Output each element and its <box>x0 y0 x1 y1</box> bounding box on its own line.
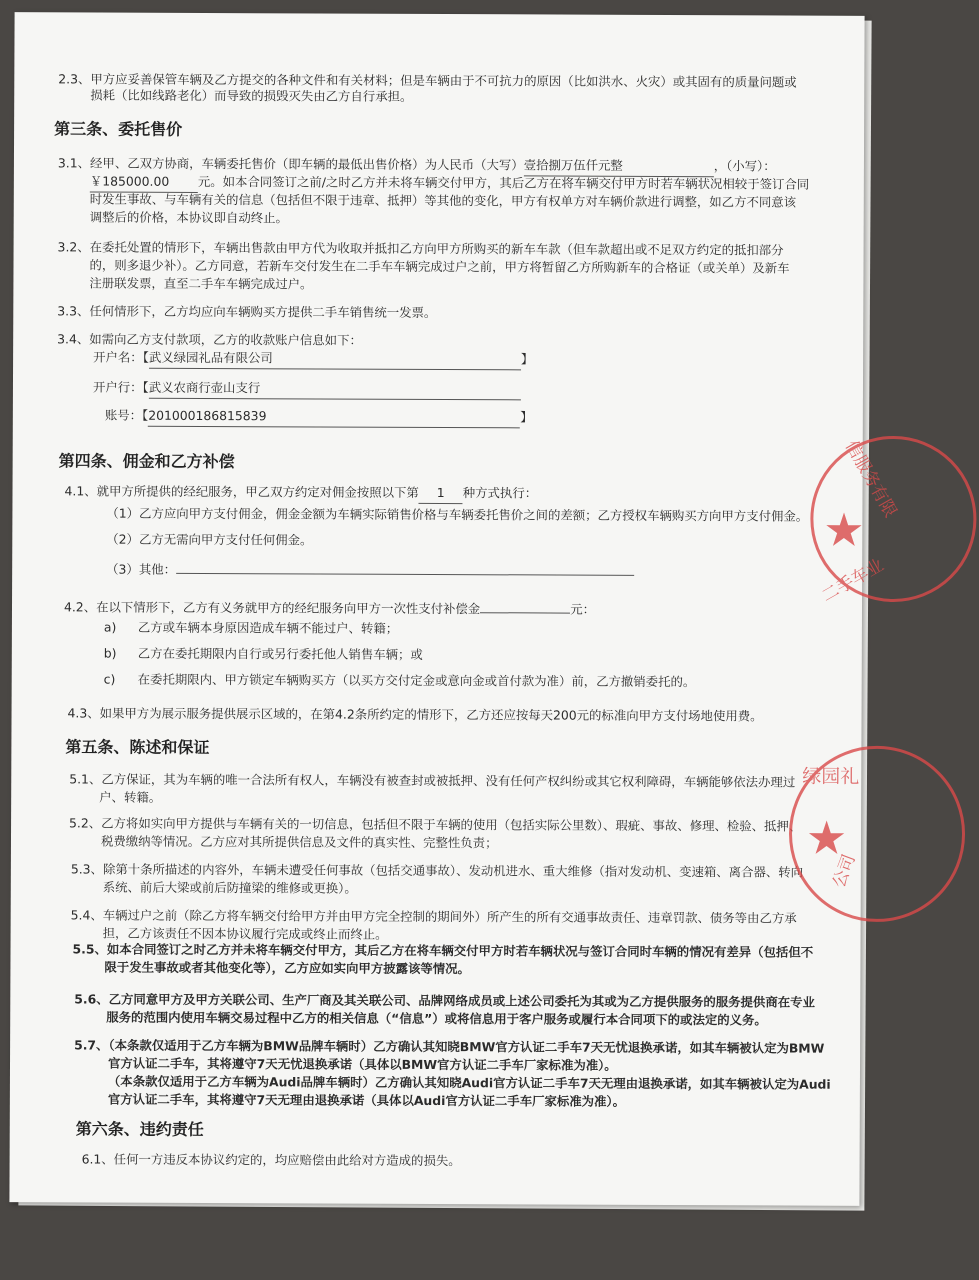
bank-value: 武义农商行壶山支行 <box>149 377 521 401</box>
clause-5-1-line1: 5.1、乙方保证，其为车辆的唯一合法所有权人，车辆没有被查封或被抵押、没有任何产权纠纷或其它权利障碍，车辆能够依法办理过 <box>69 771 796 790</box>
article-6-title: 第六条、违约责任 <box>75 1119 204 1139</box>
clause-4-2-b: b) 乙方在委托期限内自行或另行委托他人销售车辆；或 <box>103 645 423 662</box>
article-4-title: 第四条、佣金和乙方补偿 <box>58 451 235 472</box>
compensation-blank <box>480 598 570 613</box>
clause-5-5-line2: 限于发生事故或者其他变化等），乙方应如实向甲方披露该等情况。 <box>104 959 470 977</box>
clause-5-7-line4: 官方认证二手车，其将遵守7天无理由退换承诺（具体以Audi官方认证二手车厂家标准为准）。 <box>107 1091 626 1109</box>
commission-option-1: （1）乙方应向甲方支付佣金，佣金金额为车辆实际销售价格与车辆委托售价之间的差额；乙方授权车辆购买方向甲方支付佣金。 <box>106 505 809 524</box>
clause-4-2-a: a) 乙方或车辆本身原因造成车辆不能过户、转籍； <box>103 619 399 636</box>
clause-2-3-line1: 2.3、甲方应妥善保管车辆及乙方提交的各种文件和有关材料；但是车辆由于不可抗力的原因（比如洪水、火灾）或其固有的质量问题或 <box>58 71 797 90</box>
clause-5-4-line2: 担，乙方该责任不因本协议履行完成或终止而终止。 <box>102 925 388 942</box>
clause-4-2-c: c) 在委托期限内、甲方锁定车辆购买方（以买方交付定金或意向金或首付款为准）前，乙方撤销委托的。 <box>103 671 696 690</box>
clause-5-5-line1: 5.5、如本合同签订之时乙方并未将车辆交付甲方，其后乙方在将车辆交付甲方时若车辆状况与签订合同时车辆的情况有差异（包括但不 <box>72 941 814 960</box>
clause-number: 2.3、 <box>58 71 91 87</box>
clause-5-2-line2: 税费缴纳等情况。乙方应对其所提供信息及文件的真实性、完整性负责； <box>100 833 498 851</box>
clause-5-6-line1: 5.6、乙方同意甲方及甲方关联公司、生产厂商及其关联公司、品牌网络成员或上述公司委托为其或为乙方提供服务的服务提供商在专业 <box>74 991 815 1010</box>
clause-4-1-line1: 4.1、就甲方所提供的经纪服务，甲乙双方约定对佣金按照以下第 1 种方式执行： <box>64 480 537 504</box>
clause-6-1: 6.1、任何一方违反本协议约定的，均应赔偿由此给对方造成的损失。 <box>81 1151 461 1169</box>
article-3-title: 第三条、委托售价 <box>54 119 183 139</box>
account-number-row: 账号：【201000186815839 】 <box>105 405 533 429</box>
price-in-figures: ￥185000.00 <box>90 170 198 192</box>
clause-5-4-line1: 5.4、车辆过户之前（除乙方将车辆交付给甲方并由甲方完全控制的期间外）所产生的所有交通事故责任、违章罚款、债务等由乙方承 <box>70 907 797 926</box>
clause-3-2-line2: 的，则多退少补）。乙方同意，若新车交付发生在二手车车辆完成过户之前，甲方将暂留乙方所购新车的合格证（或关单）及新车 <box>89 257 790 276</box>
clause-5-3-line2: 系统、前后大梁或前后防撞梁的维修或更换）。 <box>102 879 357 896</box>
clause-5-7-line2: 官方认证二手车，其将遵守7天无忧退换承诺（具体以BMW官方认证二手车厂家标准为准）。 <box>107 1055 617 1073</box>
clause-5-3-line1: 5.3、除第十条所描述的内容外，车辆未遭受任何事故（包括交通事故）、发动机进水、重大维修（指对发动机、变速箱、离合器、转向 <box>70 861 804 880</box>
company-seal-1: 信服务有限 ★ 二手车业 <box>810 436 977 603</box>
clause-3-4-line1: 3.4、如需向乙方支付款项，乙方的收款账户信息如下： <box>57 331 362 348</box>
seal-star-icon: ★ <box>805 810 848 865</box>
clause-2-3-line2: 损耗（比如线路老化）而导致的损毁灭失由乙方自行承担。 <box>90 87 413 104</box>
seal-star-icon: ★ <box>823 502 865 557</box>
contract-page <box>9 12 901 1206</box>
bank-row: 开户行：【武义农商行壶山支行 <box>93 376 521 400</box>
commission-option-2: （2）乙方无需向甲方支付任何佣金。 <box>106 531 313 548</box>
clause-3-1-line4: 调整后的价格，本协议即自动终止。 <box>89 209 288 226</box>
account-name-row: 开户名：【武义绿园礼品有限公司 】 <box>93 346 533 370</box>
company-seal-2: 绿园礼 ★ 公司 <box>789 746 966 923</box>
clause-3-2-line1: 3.2、在委托处置的情形下，车辆出售款由甲方代为收取并抵扣乙方向甲方所购买的新车车款（但车款超出或不足双方约定的抵扣部分 <box>57 239 784 258</box>
clause-3-2-line3: 注册联发票，直至二手车车辆完成过户。 <box>89 275 313 292</box>
clause-4-3: 4.3、如果甲方为展示服务提供展示区域的，在第4.2条所约定的情形下，乙方还应按每天200元的标准向甲方支付场地使用费。 <box>67 705 763 724</box>
clause-4-2-line1: 4.2、在以下情形下，乙方有义务就甲方的经纪服务向甲方一次性支付补偿金 元： <box>63 599 596 617</box>
clause-5-7-line1: 5.7、（本条款仅适用于乙方车辆为BMW品牌车辆时）乙方确认其知晓BMW官方认证二手车7天无忧退换承诺，如其车辆被认定为BMW <box>74 1037 825 1056</box>
price-in-words: 壹拾捌万伍仟元整 <box>524 154 714 177</box>
commission-option-3: （3）其他： <box>106 559 634 582</box>
other-option-blank <box>176 559 634 576</box>
account-name-value: 武义绿园礼品有限公司 <box>149 347 521 371</box>
clause-5-7-line3: （本条款仅适用于乙方车辆为Audi品牌车辆时）乙方确认其知晓Audi官方认证二手车7天无理由退换承诺，如其车辆被认定为Audi <box>107 1073 831 1092</box>
clause-5-6-line2: 服务的范围内使用车辆交易过程中乙方的相关信息（“信息”）或将信息用于客户服务或履行本合同项下的或法定的义务。 <box>106 1009 767 1028</box>
account-number-value: 201000186815839 <box>148 405 520 429</box>
clause-3-1-line2: ￥185000.00 元。如本合同签订之前/之时乙方并未将车辆交付甲方，其后乙方在将车辆交付甲方时若车辆状况相较于签订合同 <box>90 170 809 195</box>
clause-3-3: 3.3、任何情形下，乙方均应向车辆购买方提供二手车销售统一发票。 <box>57 303 437 320</box>
clause-5-1-line2: 户、转籍。 <box>99 789 162 805</box>
article-5-title: 第五条、陈述和保证 <box>65 737 210 758</box>
clause-3-1-line3: 时发生事故、与车辆有关的信息（包括但不限于违章、抵押）等其他的变化，甲方有权单方对车辆价款进行调整，如乙方不同意该 <box>89 191 797 210</box>
clause-3-1-line1: 3.1、经甲、乙双方协商，车辆委托售价（即车辆的最低出售价格）为人民币（大写）壹拾捌万伍仟元整 ，（小写）： <box>58 152 776 177</box>
clause-5-2-line1: 5.2、乙方将如实向甲方提供与车辆有关的一切信息，包括但不限于车辆的使用（包括实际公里数）、瑕疵、事故、修理、检验、抵押、 <box>69 815 802 834</box>
commission-method-choice: 1 <box>419 482 463 504</box>
